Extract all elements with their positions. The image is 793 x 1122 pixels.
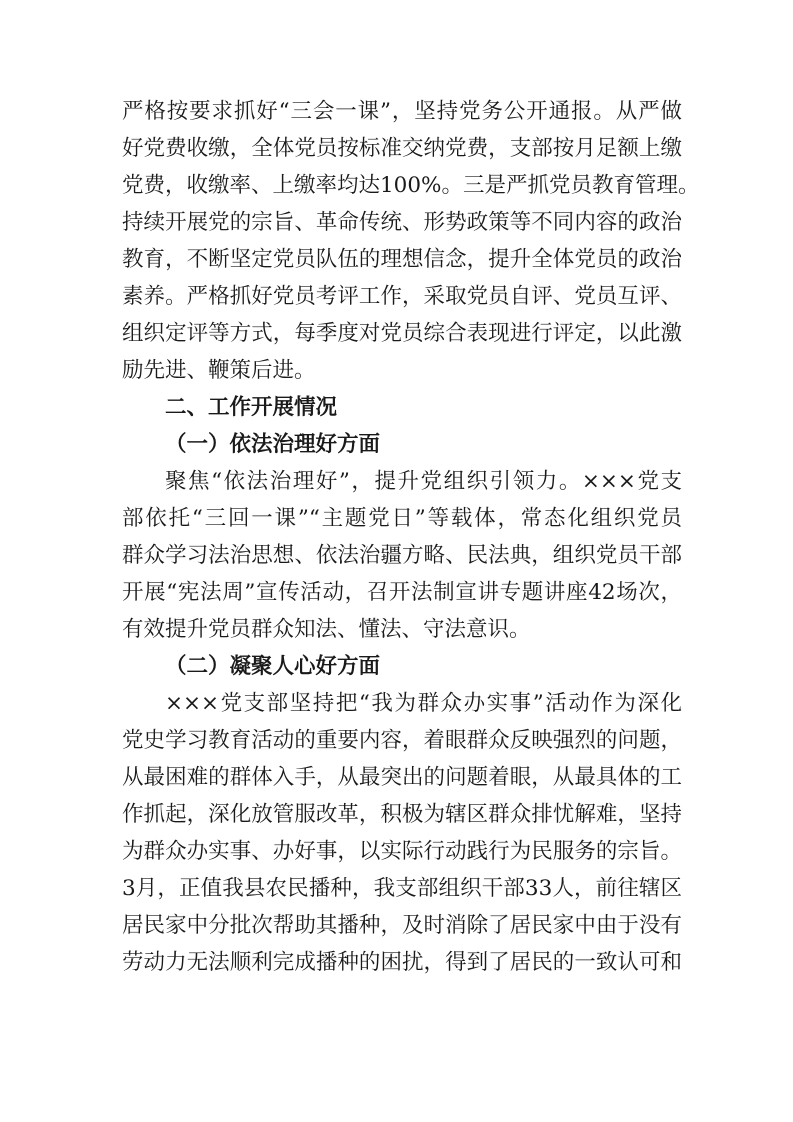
- body-text-line: 从最困难的群体入手，从最突出的问题着眼，从最具体的工: [122, 765, 682, 790]
- body-text-line: 持续开展党的宗旨、革命传统、形势政策等不同内容的政治: [122, 210, 682, 235]
- body-text-line: 作抓起，深化放管服改革，积极为辖区群众排忧解难，坚持: [122, 802, 682, 827]
- body-text-line: 励先进、鞭策后进。: [122, 358, 316, 383]
- body-text-line: 3月，正值我县农民播种，我支部组织干部33人，前往辖区: [122, 876, 682, 901]
- body-text-line: 有效提升党员群众知法、懂法、守法意识。: [122, 617, 531, 642]
- subsection-heading: （一）依法治理好方面: [165, 432, 381, 457]
- body-text-line: 组织定评等方式，每季度对党员综合表现进行评定，以此激: [122, 321, 682, 346]
- body-text-line: 教育，不断坚定党员队伍的理想信念，提升全体党员的政治: [122, 247, 682, 272]
- body-text-line: 居民家中分批次帮助其播种，及时消除了居民家中由于没有: [122, 913, 682, 938]
- body-text-line: 素养。严格抓好党员考评工作，采取党员自评、党员互评、: [122, 284, 682, 309]
- body-text-line: 群众学习法治思想、依法治疆方略、民法典，组织党员干部: [122, 543, 682, 568]
- body-text-line: 党史学习教育活动的重要内容，着眼群众反映强烈的问题，: [122, 728, 682, 753]
- body-text-line: 开展“宪法周”宣传活动，召开法制宣讲专题讲座42场次，: [122, 580, 682, 605]
- body-text-line: 聚焦“依法治理好”，提升党组织引领力。×××党支: [165, 469, 682, 494]
- subsection-heading: （二）凝聚人心好方面: [165, 654, 381, 679]
- body-text-line: 部依托“三回一课”“主题党日”等载体，常态化组织党员: [122, 506, 682, 531]
- body-text-line: 为群众办实事、办好事，以实际行动践行为民服务的宗旨。: [122, 839, 682, 864]
- body-text-line: 劳动力无法顺利完成播种的困扰，得到了居民的一致认可和: [122, 950, 682, 975]
- body-text-line: 党费，收缴率、上缴率均达100%。三是严抓党员教育管理。: [122, 173, 700, 198]
- body-text-line: 好党费收缴，全体党员按标准交纳党费，支部按月足额上缴: [122, 136, 682, 161]
- body-text-line: 严格按要求抓好“三会一课”，坚持党务公开通报。从严做: [122, 99, 682, 124]
- body-text-line: ×××党支部坚持把“我为群众办实事”活动作为深化: [165, 691, 682, 716]
- section-heading: 二、工作开展情况: [165, 395, 338, 420]
